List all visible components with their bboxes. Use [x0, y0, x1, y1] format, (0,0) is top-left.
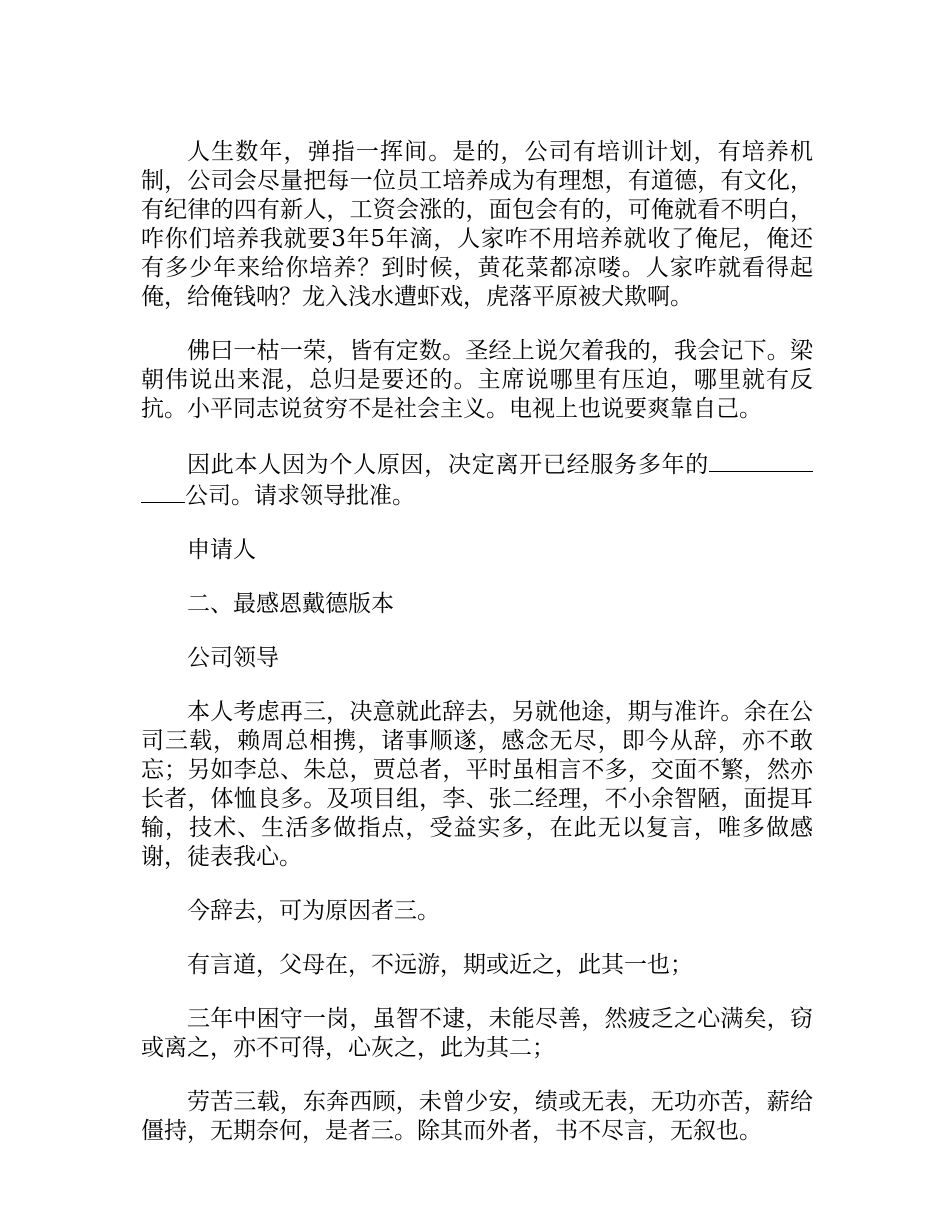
resign-text-after: 公司。请求领导批准。 [185, 483, 415, 509]
paragraph-body-3: 有言道，父母在，不远游，期或近之，此其一也； [187, 952, 693, 978]
paragraph-intro: 人生数年，弹指一挥间。是的，公司有培训计划，有培养机制，公司会尽量把每一位员工培养成为有理想，有道德，有文化，有纪律的四有新人，工资会涨的，面包会有的，可俺就看不明白，咋你们培养我就要3年5年滴，人家咋不用培养就收了俺尼，俺还有多少年来给你培养？到时候，黄花菜都凉喽。人家咋就看得起俺，给俺钱呐？龙入浅水遭虾戏，虎落平原被犬欺啊。 [141, 139, 813, 310]
applicant-label: 申请人 [187, 537, 256, 563]
company-name-blank-cont [141, 480, 185, 503]
section-heading: 二、最感恩戴德版本 [187, 591, 394, 617]
salutation: 公司领导 [187, 645, 279, 671]
company-name-blank [709, 449, 813, 472]
paragraph-body-5: 劳苦三载，东奔西顾，未曾少安，绩或无表，无功亦苦，薪给僵持，无期奈何，是者三。除其而外者，书不尽言，无叙也。 [141, 1089, 813, 1144]
paragraph-body-1: 本人考虑再三，决意就此辞去，另就他途，期与准许。余在公司三载，赖周总相携，诸事顺遂，感念无尽，即今从辞，亦不敢忘；另如李总、朱总，贾总者，平时虽相言不多，交面不繁，然亦长者，体恤良多。及项目组，李、张二经理，不小余智陋，面提耳输，技术、生活多做指点，受益实多，在此无以复言，唯多做感谢，徒表我心。 [141, 699, 813, 870]
document-page [141, 138, 813, 1171]
resign-text-before: 因此本人因为个人原因，决定离开已经服务多年的 [187, 452, 709, 478]
paragraph-quotes: 佛曰一枯一荣，皆有定数。圣经上说欠着我的，我会记下。梁朝伟说出来混，总归是要还的。主席说哪里有压迫，哪里就有反抗。小平同志说贫穷不是社会主义。电视上也说要爽靠自己。 [141, 338, 813, 422]
paragraph-body-2: 今辞去，可为原因者三。 [187, 898, 440, 924]
paragraph-body-4: 三年中困守一岗，虽智不逮，未能尽善，然疲乏之心满矣，窃或离之，亦不可得，心灰之，此为其二； [141, 1006, 813, 1061]
paragraph-resign-request [141, 449, 813, 511]
